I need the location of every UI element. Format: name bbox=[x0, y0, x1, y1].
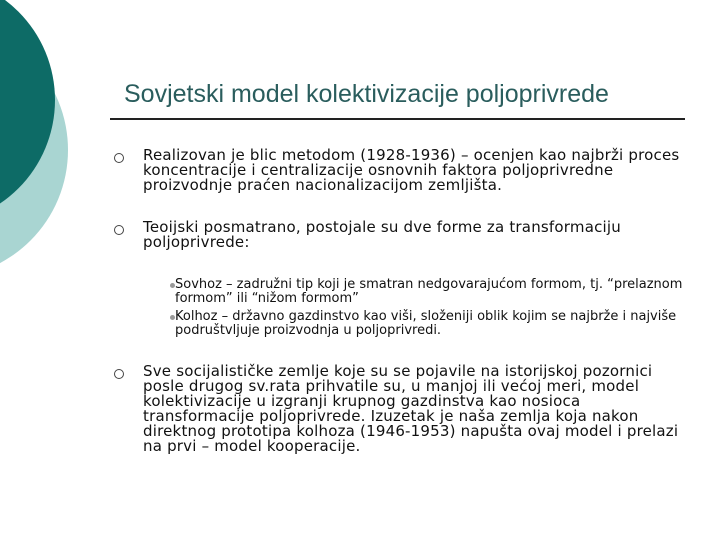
bullet-circle-icon bbox=[114, 153, 124, 163]
bullet-2-text: Teoijski posmatrano, postojale su dve forme za transformaciju poljoprivrede: bbox=[143, 218, 621, 251]
sub-bullet-dot-icon bbox=[170, 283, 175, 288]
sub-bullet-2-text: Kolhoz – državno gazdinstvo kao viši, složeniji oblik kojim se najbrže i najviše podruštvljuje proizvodnja u poljoprivredi. bbox=[175, 309, 677, 338]
bullet-2 bbox=[114, 220, 689, 250]
bullet-3-text: Sve socijalističke zemlje koje su se pojavile na istorijskoj pozornici posle drugog sv.rata prihvatile su, u manjoj ili većoj meri, model kolektivizacije u izgranji krupnog gazdinstva kao nosioca transformacije poljoprivrede. Izuzetak je naša zemlja koja nakon direktnog prototipa kolhoza (1946-1953) napušta ovaj model i prelazi na prvi – model kooperacije. bbox=[143, 362, 679, 455]
sub-bullet-dot-icon bbox=[170, 315, 175, 320]
bullet-1 bbox=[114, 148, 689, 193]
bullet-1-text: Realizovan je blic metodom (1928-1936) – ocenjen kao najbrži proces koncentracije i centralizacije osnovnih faktora poljoprivredne proizvodnje praćen nacionalizacijom zemljišta. bbox=[143, 146, 680, 194]
slide-title: Sovjetski model kolektivizacije poljoprivrede bbox=[124, 80, 609, 108]
sub-bullet-1-text: Sovhoz – zadružni tip koji je smatran nedgovarajućom formom, tj. “prelaznom formom” ili “nižom formom” bbox=[175, 277, 683, 306]
decorative-circles bbox=[0, 0, 90, 300]
sub-bullet-1 bbox=[170, 278, 690, 306]
bullet-circle-icon bbox=[114, 369, 124, 379]
bullet-3 bbox=[114, 364, 689, 454]
title-underline bbox=[110, 118, 685, 120]
sub-bullet-2 bbox=[170, 310, 690, 338]
bullet-circle-icon bbox=[114, 225, 124, 235]
